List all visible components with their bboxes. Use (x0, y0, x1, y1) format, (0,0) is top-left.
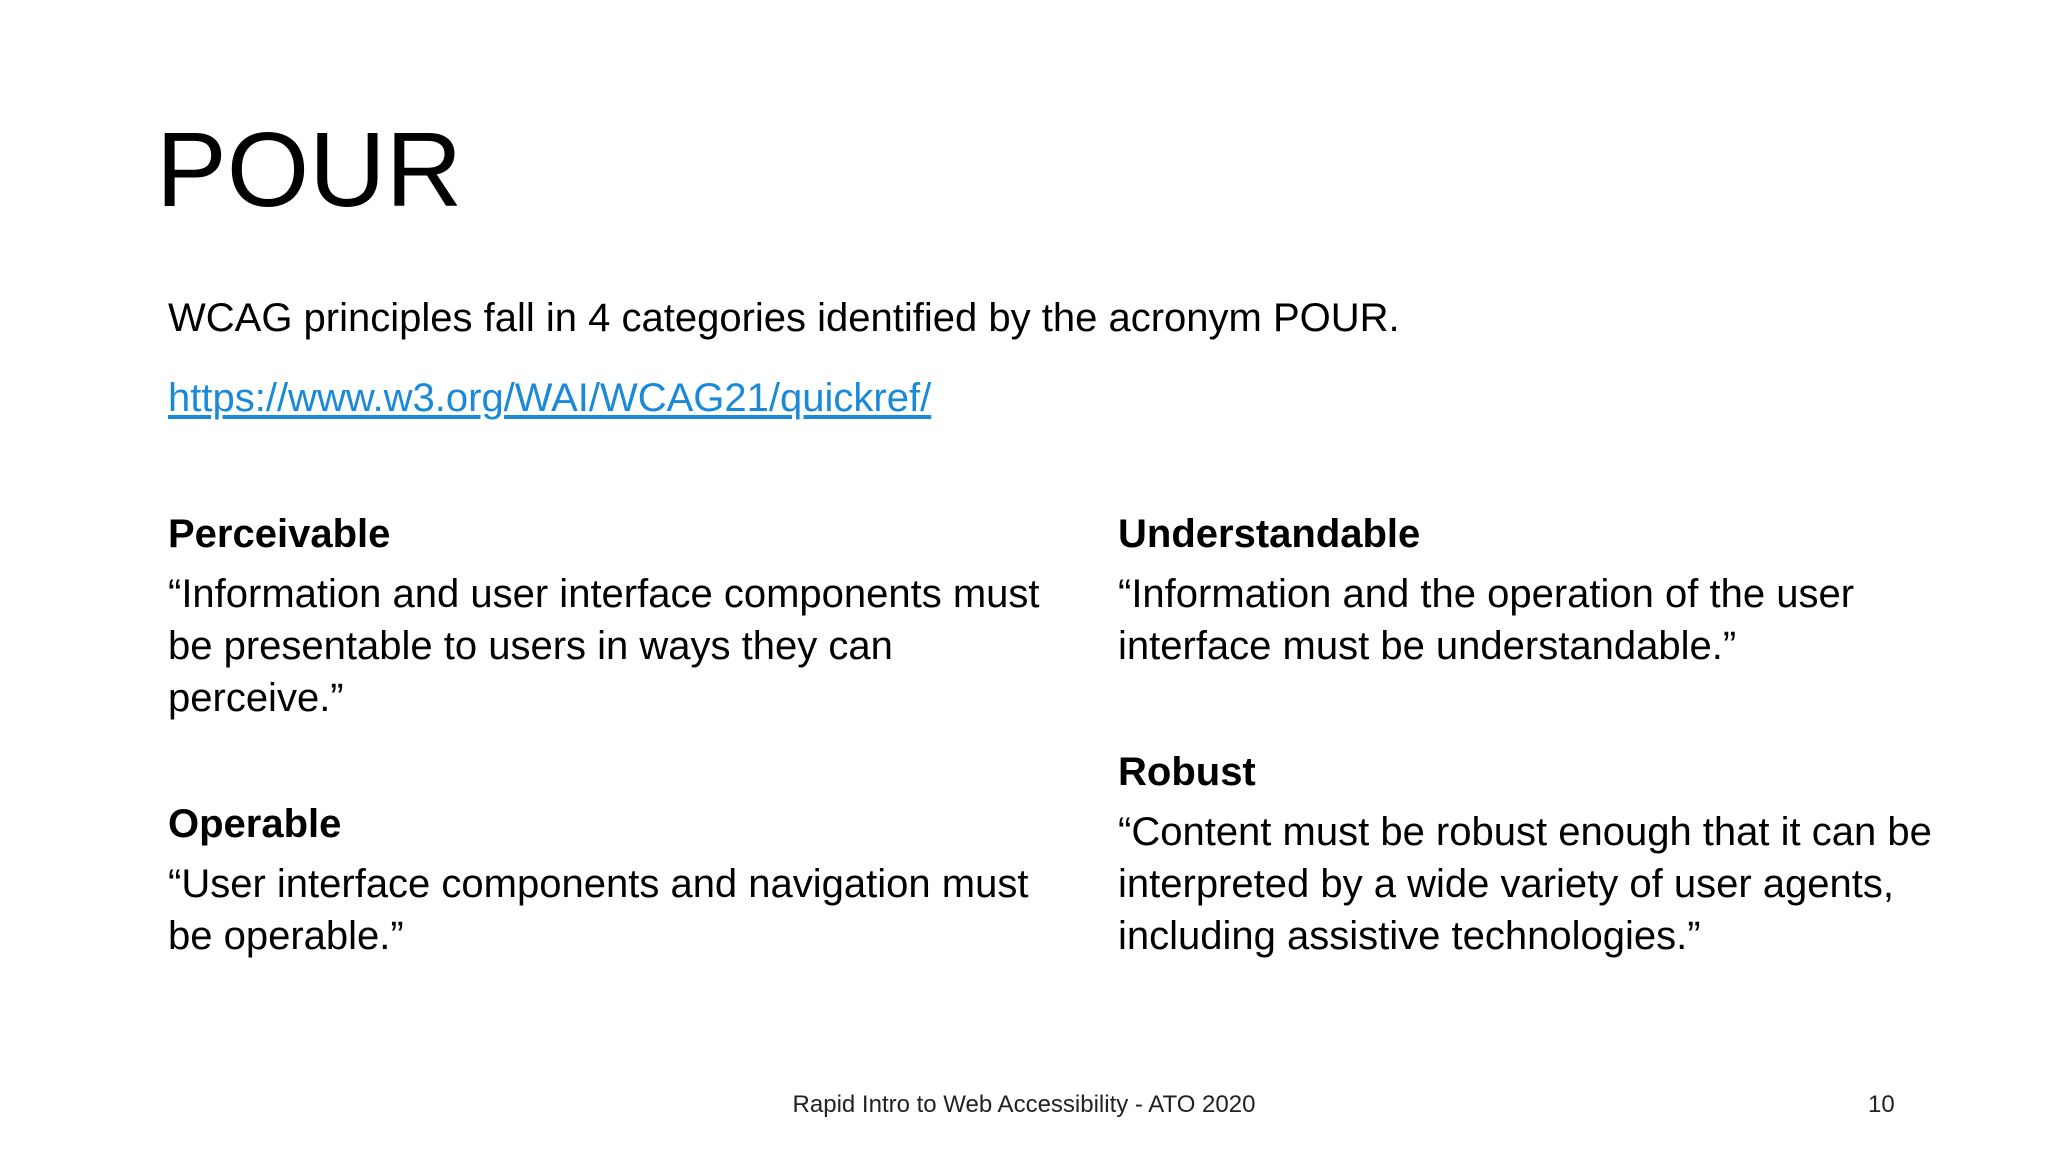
intro-text: WCAG principles fall in 4 categories identified by the acronym POUR. (168, 296, 1400, 340)
principle-heading: Operable (168, 802, 342, 846)
principle-heading: Perceivable (168, 512, 391, 556)
slide-title: POUR (156, 111, 463, 229)
principle-understandable (1118, 508, 1998, 672)
principle-quote: “Information and user interface components must be presentable to users in ways they can perceive.” (168, 572, 1040, 720)
principle-operable (168, 798, 1048, 962)
principle-perceivable (168, 508, 1048, 724)
principle-robust (1118, 746, 1998, 962)
principle-quote: “Information and the operation of the user interface must be understandable.” (1118, 572, 1855, 668)
principle-quote: “Content must be robust enough that it can be interpreted by a wide variety of user agents, including assistive technologies.” (1118, 810, 1932, 958)
principle-heading: Robust (1118, 750, 1256, 794)
principle-heading: Understandable (1118, 512, 1421, 556)
page-number: 10 (1868, 1091, 1895, 1118)
principle-quote: “User interface components and navigation must be operable.” (168, 862, 1029, 958)
slide-footer: Rapid Intro to Web Accessibility - ATO 2020 (792, 1091, 1256, 1118)
wcag-quickref-link[interactable]: https://www.w3.org/WAI/WCAG21/quickref/ (168, 376, 932, 420)
